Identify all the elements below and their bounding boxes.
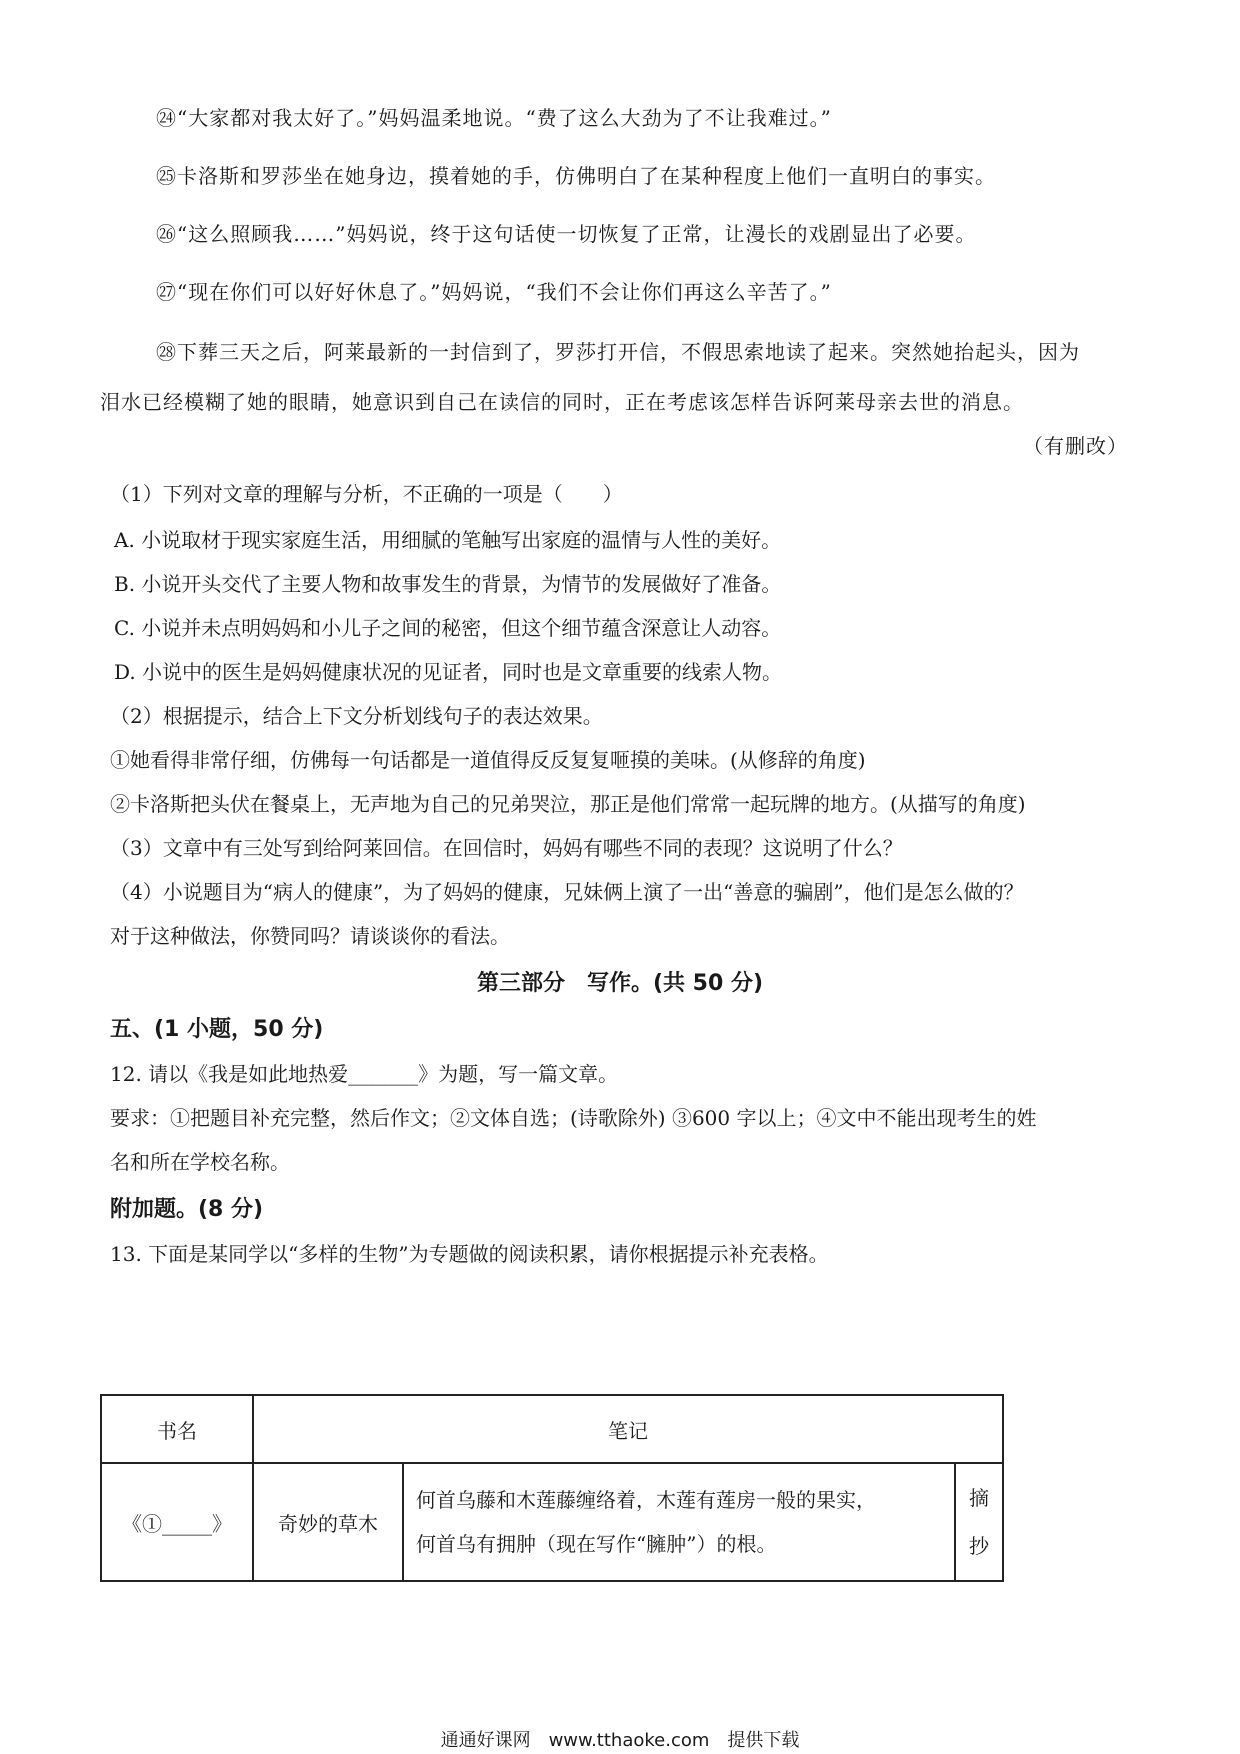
excerpt-line-2: 何首乌有拥肿（现在写作“臃肿”）的根。 bbox=[416, 1532, 777, 1556]
note-type-char-1: 摘 bbox=[969, 1486, 989, 1510]
table-header-row bbox=[101, 1395, 1003, 1463]
table-row bbox=[101, 1463, 1003, 1581]
part-3-heading: 第三部分 写作。(共 50 分) bbox=[476, 971, 764, 996]
header-book-name: 书名 bbox=[101, 1395, 253, 1463]
excerpt-line-1: 何首乌藤和木莲藤缠络着，木莲有莲房一般的果实， bbox=[416, 1488, 876, 1512]
story-paragraph-24: ㉔“大家都对我太好了。”妈妈温柔地说。“费了这么大劲为了不让我难过。” bbox=[156, 106, 832, 130]
note-type-char-2: 抄 bbox=[969, 1534, 989, 1558]
option-d: D. 小说中的医生是妈妈健康状况的见证者，同时也是文章重要的线索人物。 bbox=[114, 660, 783, 684]
option-a: A. 小说取材于现实家庭生活，用细腻的笔触写出家庭的温情与人性的美好。 bbox=[114, 528, 782, 552]
question-2-item-1: ①她看得非常仔细，仿佛每一句话都是一道值得反反复复咂摸的美味。(从修辞的角度) bbox=[110, 748, 866, 772]
question-1: （1）下列对文章的理解与分析，不正确的一项是（ ） bbox=[110, 482, 623, 506]
bonus-heading: 附加题。(8 分) bbox=[110, 1197, 264, 1222]
topic-cell: 奇妙的草木 bbox=[253, 1463, 403, 1581]
question-13: 13. 下面是某同学以“多样的生物”为专题做的阅读积累，请你根据提示补充表格。 bbox=[110, 1242, 829, 1266]
note-type-cell bbox=[955, 1463, 1003, 1581]
story-paragraph-27: ㉗“现在你们可以好好休息了。”妈妈说，“我们不会让你们再这么辛苦了。” bbox=[156, 280, 832, 304]
book-name-blank: 《①_____》 bbox=[101, 1463, 253, 1581]
question-12: 12. 请以《我是如此地热爱_______》为题，写一篇文章。 bbox=[110, 1062, 619, 1086]
question-4-line2: 对于这种做法，你赞同吗？请谈谈你的看法。 bbox=[110, 924, 510, 948]
story-paragraph-25: ㉕卡洛斯和罗莎坐在她身边，摸着她的手，仿佛明白了在某种程度上他们一直明白的事实。 bbox=[156, 164, 996, 188]
header-notes: 笔记 bbox=[253, 1395, 1003, 1463]
option-c: C. 小说并未点明妈妈和小儿子之间的秘密，但这个细节蕴含深意让人动容。 bbox=[114, 616, 782, 640]
abridged-note: （有删改） bbox=[1023, 434, 1128, 458]
question-2: （2）根据提示，结合上下文分析划线句子的表达效果。 bbox=[110, 704, 603, 728]
story-paragraph-28-line1: ㉘下葬三天之后，阿莱最新的一封信到了，罗莎打开信，不假思索地读了起来。突然她抬起头，因为 bbox=[156, 340, 1080, 364]
question-2-item-2: ②卡洛斯把头伏在餐桌上，无声地为自己的兄弟哭泣，那正是他们常常一起玩牌的地方。(从描写的角度) bbox=[110, 792, 1026, 816]
question-4-line1: （4）小说题目为“病人的健康”，为了妈妈的健康，兄妹俩上演了一出“善意的骗剧”，他们是怎么做的？ bbox=[110, 880, 1024, 904]
reading-notes-table bbox=[100, 1394, 1004, 1582]
story-paragraph-28-line2: 泪水已经模糊了她的眼睛，她意识到自己在读信的同时，正在考虑该怎样告诉阿莱母亲去世的消息。 bbox=[100, 390, 1024, 414]
option-b: B. 小说开头交代了主要人物和故事发生的背景，为情节的发展做好了准备。 bbox=[114, 572, 782, 596]
question-3: （3）文章中有三处写到给阿莱回信。在回信时，妈妈有哪些不同的表现？这说明了什么？ bbox=[110, 836, 903, 860]
excerpt-cell bbox=[403, 1463, 955, 1581]
question-12-requirements-line1: 要求：①把题目补充完整，然后作文；②文体自选；(诗歌除外) ③600 字以上；④文中不能出现考生的姓 bbox=[110, 1106, 1037, 1130]
section-5-heading: 五、(1 小题，50 分) bbox=[110, 1017, 324, 1042]
page-footer: 通通好课网 www.tthaoke.com 提供下载 bbox=[440, 1730, 800, 1751]
question-12-requirements-line2: 名和所在学校名称。 bbox=[110, 1150, 290, 1174]
story-paragraph-26: ㉖“这么照顾我……”妈妈说，终于这句话使一切恢复了正常，让漫长的戏剧显出了必要。 bbox=[156, 222, 977, 246]
